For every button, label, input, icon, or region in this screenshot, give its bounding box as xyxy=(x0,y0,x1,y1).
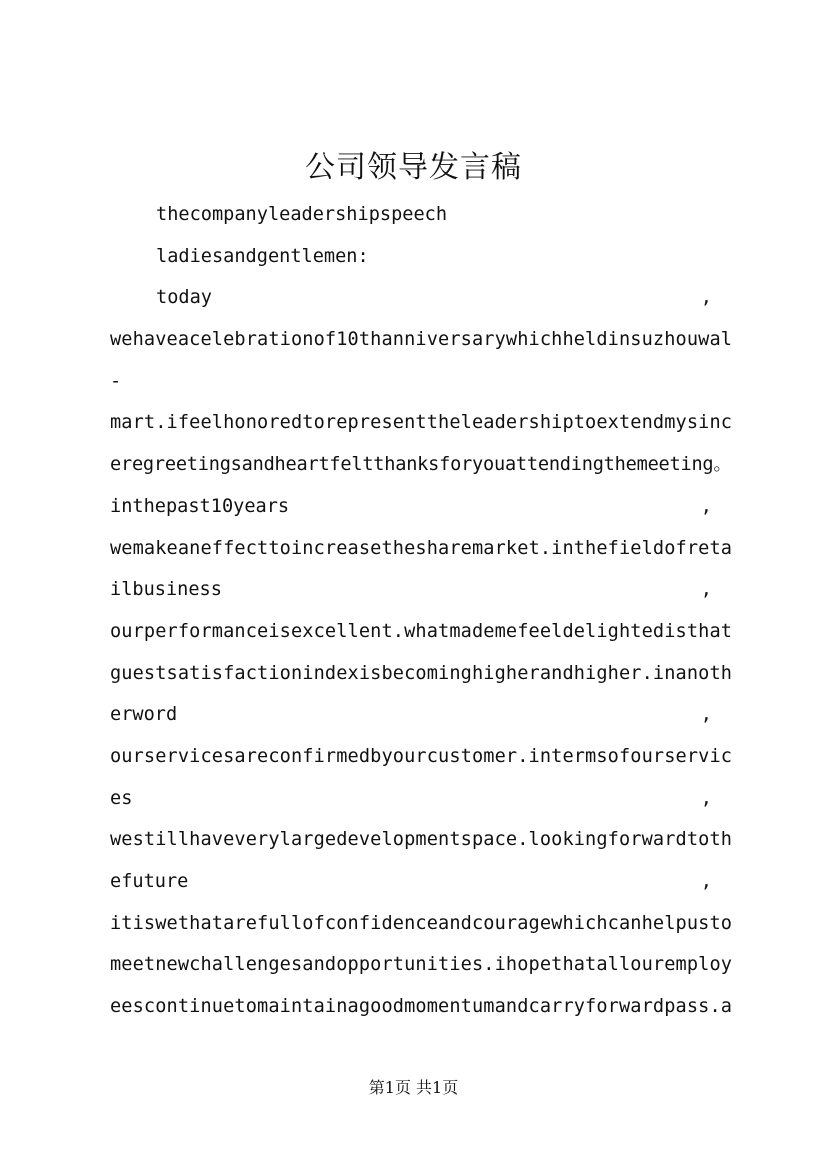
body-line xyxy=(110,909,732,951)
body-line-text: today xyxy=(156,287,212,309)
body-line-text: ourservicesareconfirmedbyourcustomer.intermsofourservic xyxy=(110,745,733,767)
body-line xyxy=(110,450,732,492)
body-line xyxy=(110,534,732,576)
body-line xyxy=(110,492,732,534)
body-line xyxy=(110,408,732,450)
body-line-comma: , xyxy=(700,704,712,726)
body-line xyxy=(110,742,732,784)
body-line-text: wemakeaneffecttoincreasethesharemarket.inthefieldofreta xyxy=(110,537,733,559)
body-line-text: ilbusiness xyxy=(110,579,222,601)
body-line-text: mart.ifeelhonoredtorepresenttheleadershiptoextendmysinc xyxy=(110,412,733,434)
body-line xyxy=(110,867,732,909)
body-line-text: erword xyxy=(110,704,178,726)
body-line xyxy=(110,367,732,409)
body-line xyxy=(110,784,732,826)
body-line-text: meetnewchallengesandopportunities.ihopethatallouremploy xyxy=(110,954,733,976)
body-line-text: - xyxy=(110,370,122,392)
body-line-text: eescontinuetomaintainagoodmomentumandcarryforwardpass.a xyxy=(110,996,733,1018)
body-line-comma: , xyxy=(700,287,712,309)
body-line xyxy=(110,659,732,701)
body-line xyxy=(110,992,732,1034)
document-body xyxy=(110,200,732,1034)
body-line-text: eregreetingsandheartfeltthanksforyouattendingthemeeting。 xyxy=(110,454,732,476)
body-line xyxy=(110,242,732,284)
body-line-text: wehaveacelebrationof10thanniversarywhichheldinsuzhouwal xyxy=(110,329,733,351)
body-line-comma: , xyxy=(700,495,712,517)
body-line-text: itiswethatarefullofconfidenceandcouragewhichcanhelpusto xyxy=(110,912,733,934)
body-line-text: es xyxy=(110,787,133,809)
body-line xyxy=(110,700,732,742)
body-line-text: guestsatisfactionindexisbecominghigherandhigher.inanoth xyxy=(110,662,733,684)
body-line-comma: , xyxy=(700,787,712,809)
document-title: 公司领导发言稿 xyxy=(305,150,522,185)
body-line-text: ourperformanceisexcellent.whatmademefeeldelightedisthat xyxy=(110,620,733,642)
body-line xyxy=(110,325,732,367)
body-line-comma: , xyxy=(700,871,712,892)
body-line-text: inthepast10years xyxy=(110,495,290,517)
body-line-text: westillhaveverylargedevelopmentspace.lookingforwardtoth xyxy=(110,829,733,851)
body-line-text: efuture xyxy=(110,871,189,892)
body-line xyxy=(110,950,732,992)
body-line xyxy=(110,825,732,867)
page-footer: 第1页 共1页 xyxy=(368,1078,459,1097)
body-line xyxy=(110,617,732,659)
body-line xyxy=(110,283,732,325)
body-line-text: thecompanyleadershipspeech xyxy=(156,204,448,225)
body-line-text: ladiesandgentlemen: xyxy=(156,245,369,267)
body-line xyxy=(110,575,732,617)
body-line-comma: , xyxy=(700,579,712,601)
body-line xyxy=(110,200,732,242)
